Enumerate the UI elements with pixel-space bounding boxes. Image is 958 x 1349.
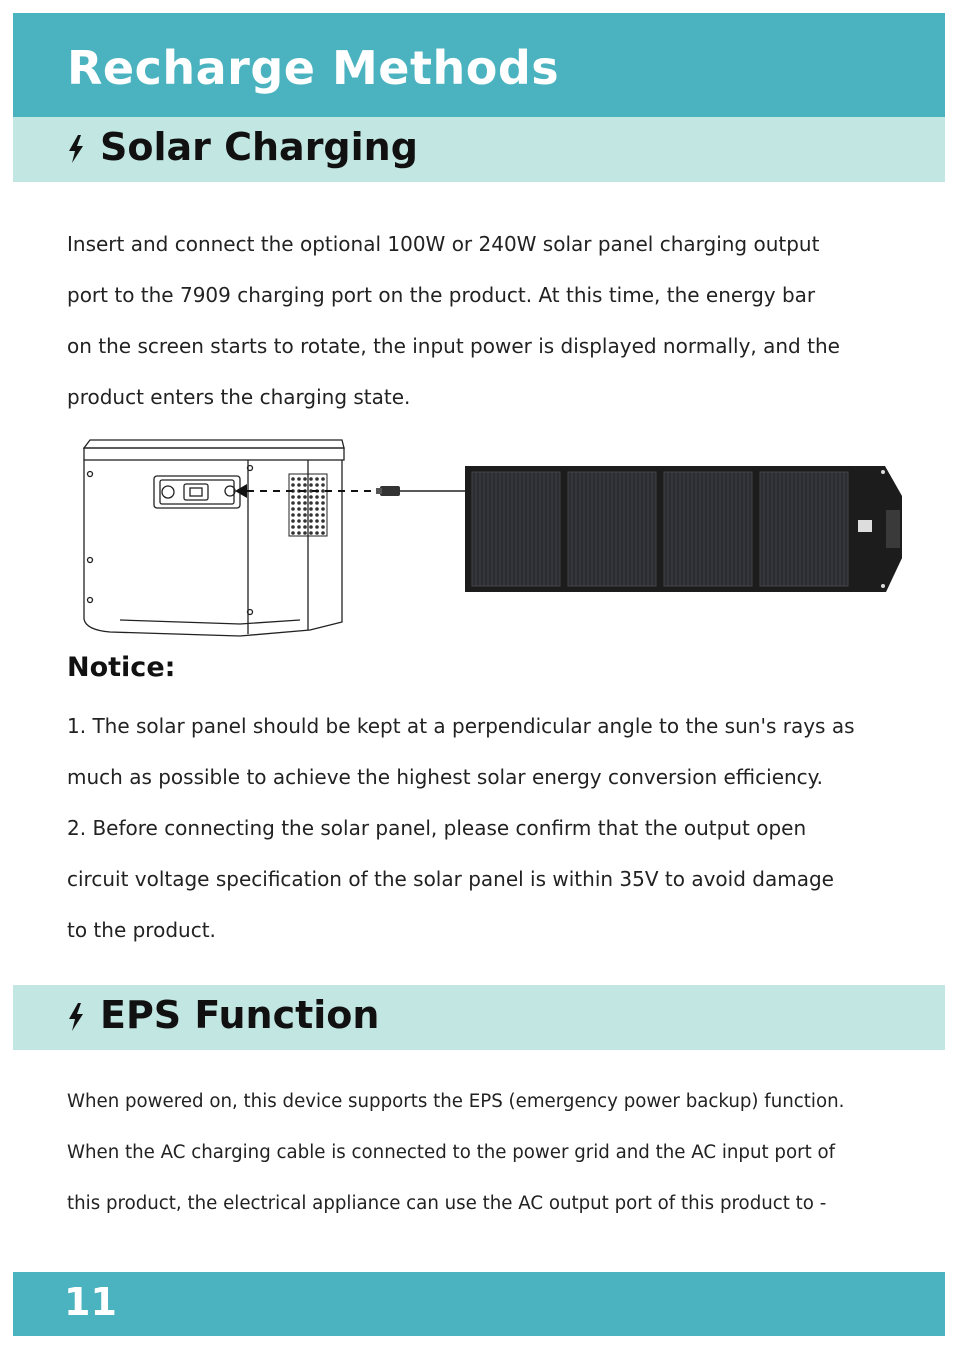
notice-title: Notice: xyxy=(67,652,176,683)
solar-connection-diagram xyxy=(80,434,910,644)
cable-plug xyxy=(376,486,466,496)
lightning-bolt-icon xyxy=(67,1003,85,1031)
solar-panel-illustration xyxy=(465,466,902,592)
notice-paragraph xyxy=(67,701,907,956)
text-line: circuit voltage specification of the solar panel is within 35V to avoid damage xyxy=(67,867,834,891)
section-header-eps xyxy=(13,985,945,1050)
text-line: 2. Before connecting the solar panel, please confirm that the output open xyxy=(67,816,807,840)
arrow-icon xyxy=(235,484,247,498)
section-title-eps: EPS Function xyxy=(100,993,380,1037)
text-line: 1. The solar panel should be kept at a perpendicular angle to the sun's rays as xyxy=(67,714,855,738)
text-line: much as possible to achieve the highest solar energy conversion efficiency. xyxy=(67,765,824,789)
section-title-solar: Solar Charging xyxy=(100,125,418,169)
lightning-bolt-icon xyxy=(67,135,85,163)
solar-paragraph xyxy=(67,219,907,423)
text-line: this product, the electrical appliance can use the AC output port of this product to - xyxy=(67,1193,827,1214)
page-number: 11 xyxy=(64,1280,117,1324)
power-station-illustration xyxy=(84,440,344,636)
text-line: on the screen starts to rotate, the input power is displayed normally, and the xyxy=(67,334,840,358)
text-line: to the product. xyxy=(67,918,216,942)
text-line: Insert and connect the optional 100W or 240W solar panel charging output xyxy=(67,232,820,256)
page-title: Recharge Methods xyxy=(67,41,560,95)
text-line: When powered on, this device supports the EPS (emergency power backup) function. xyxy=(67,1091,845,1112)
text-line: product enters the charging state. xyxy=(67,385,411,409)
eps-paragraph xyxy=(67,1076,907,1229)
text-line: port to the 7909 charging port on the product. At this time, the energy bar xyxy=(67,283,816,307)
section-header-solar xyxy=(13,117,945,182)
text-line: When the AC charging cable is connected to the power grid and the AC input port of xyxy=(67,1142,836,1163)
header-banner xyxy=(13,13,945,117)
footer-bar xyxy=(13,1272,945,1336)
